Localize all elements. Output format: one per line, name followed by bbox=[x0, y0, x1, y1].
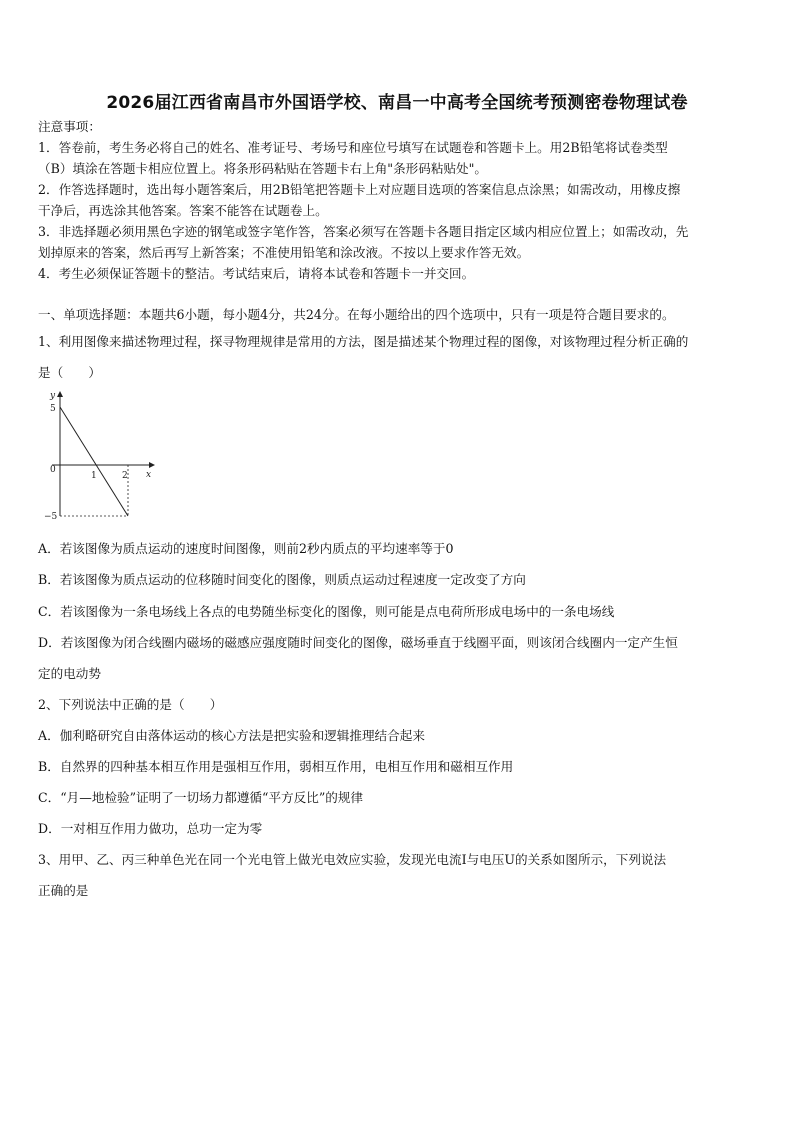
question-1-stem-cont: 是（ ） bbox=[38, 365, 101, 380]
notice-line: 4．考生必须保证答题卡的整洁。考试结束后，请将本试卷和答题卡一并交回。 bbox=[38, 266, 475, 281]
y-tick-label-bottom: −5 bbox=[44, 512, 58, 522]
y-tick-label-top: 5 bbox=[50, 404, 56, 414]
notice-line: （B）填涂在答题卡相应位置上。将条形码粘贴在答题卡右上角"条形码粘贴处"。 bbox=[38, 161, 488, 176]
question-3-stem-cont: 正确的是 bbox=[38, 883, 89, 898]
question-1-stem: 1、利用图像来描述物理过程，探寻物理规律是常用的方法，图是描述某个物理过程的图像，对该物理过程分析正确的 bbox=[38, 334, 689, 349]
x-tick-label-1: 1 bbox=[91, 471, 97, 481]
x-tick-label-2: 2 bbox=[122, 471, 128, 481]
notice-line: 2．作答选择题时，选出每小题答案后，用2B铅笔把答题卡上对应题目选项的答案信息点涂黑；如需改动，用橡皮擦 bbox=[38, 182, 681, 197]
page-title: 2026届江西省南昌市外国语学校、南昌一中高考全国统考预测密卷物理试卷 bbox=[106, 93, 688, 113]
x-axis-label: x bbox=[146, 470, 152, 480]
question-1-graph bbox=[44, 388, 164, 528]
notice-line: 1．答卷前，考生务必将自己的姓名、准考证号、考场号和座位号填写在试题卷和答题卡上。用2B铅笔将试卷类型 bbox=[38, 140, 668, 155]
question-2-option-d: D．一对相互作用力做功，总功一定为零 bbox=[38, 821, 263, 836]
question-1-option-d-cont: 定的电动势 bbox=[38, 666, 101, 681]
question-2-option-b: B．自然界的四种基本相互作用是强相互作用，弱相互作用，电相互作用和磁相互作用 bbox=[38, 759, 514, 774]
question-3-stem: 3、用甲、乙、丙三种单色光在同一个光电管上做光电效应实验，发现光电流I与电压U的关系如图所示，下列说法 bbox=[38, 852, 667, 867]
question-2-option-a: A．伽利略研究自由落体运动的核心方法是把实验和逻辑推理结合起来 bbox=[38, 728, 425, 743]
graph-line bbox=[60, 407, 128, 516]
notice-line: 3．非选择题必须用黑色字迹的钢笔或签字笔作答，答案必须写在答题卡各题目指定区域内相应位置上；如需改动，先 bbox=[38, 224, 689, 239]
question-2-option-c: C．“月—地检验”证明了一切场力都遵循“平方反比”的规律 bbox=[38, 790, 364, 805]
question-1-option-a: A．若该图像为质点运动的速度时间图像，则前2秒内质点的平均速率等于0 bbox=[38, 541, 454, 556]
y-axis-label: y bbox=[50, 391, 56, 401]
question-1-option-b: B．若该图像为质点运动的位移随时间变化的图像，则质点运动过程速度一定改变了方向 bbox=[38, 572, 526, 587]
question-1-option-c: C．若该图像为一条电场线上各点的电势随坐标变化的图像，则可能是点电荷所形成电场中的一条电场线 bbox=[38, 604, 615, 619]
origin-label: 0 bbox=[50, 465, 56, 475]
question-2-stem: 2、下列说法中正确的是（ ） bbox=[38, 697, 223, 712]
notice-heading: 注意事项： bbox=[38, 119, 101, 134]
notice-line: 干净后，再选涂其他答案。答案不能答在试题卷上。 bbox=[38, 203, 328, 218]
question-1-option-d: D．若该图像为闭合线圈内磁场的磁感应强度随时间变化的图像，磁场垂直于线圈平面，则该闭合线圈内一定产生恒 bbox=[38, 635, 678, 650]
section-heading: 一、单项选择题：本题共6小题，每小题4分，共24分。在每小题给出的四个选项中，只有一项是符合题目要求的。 bbox=[38, 307, 675, 322]
notice-line: 划掉原来的答案，然后再写上新答案；不准使用铅笔和涂改液。不按以上要求作答无效。 bbox=[38, 245, 530, 260]
